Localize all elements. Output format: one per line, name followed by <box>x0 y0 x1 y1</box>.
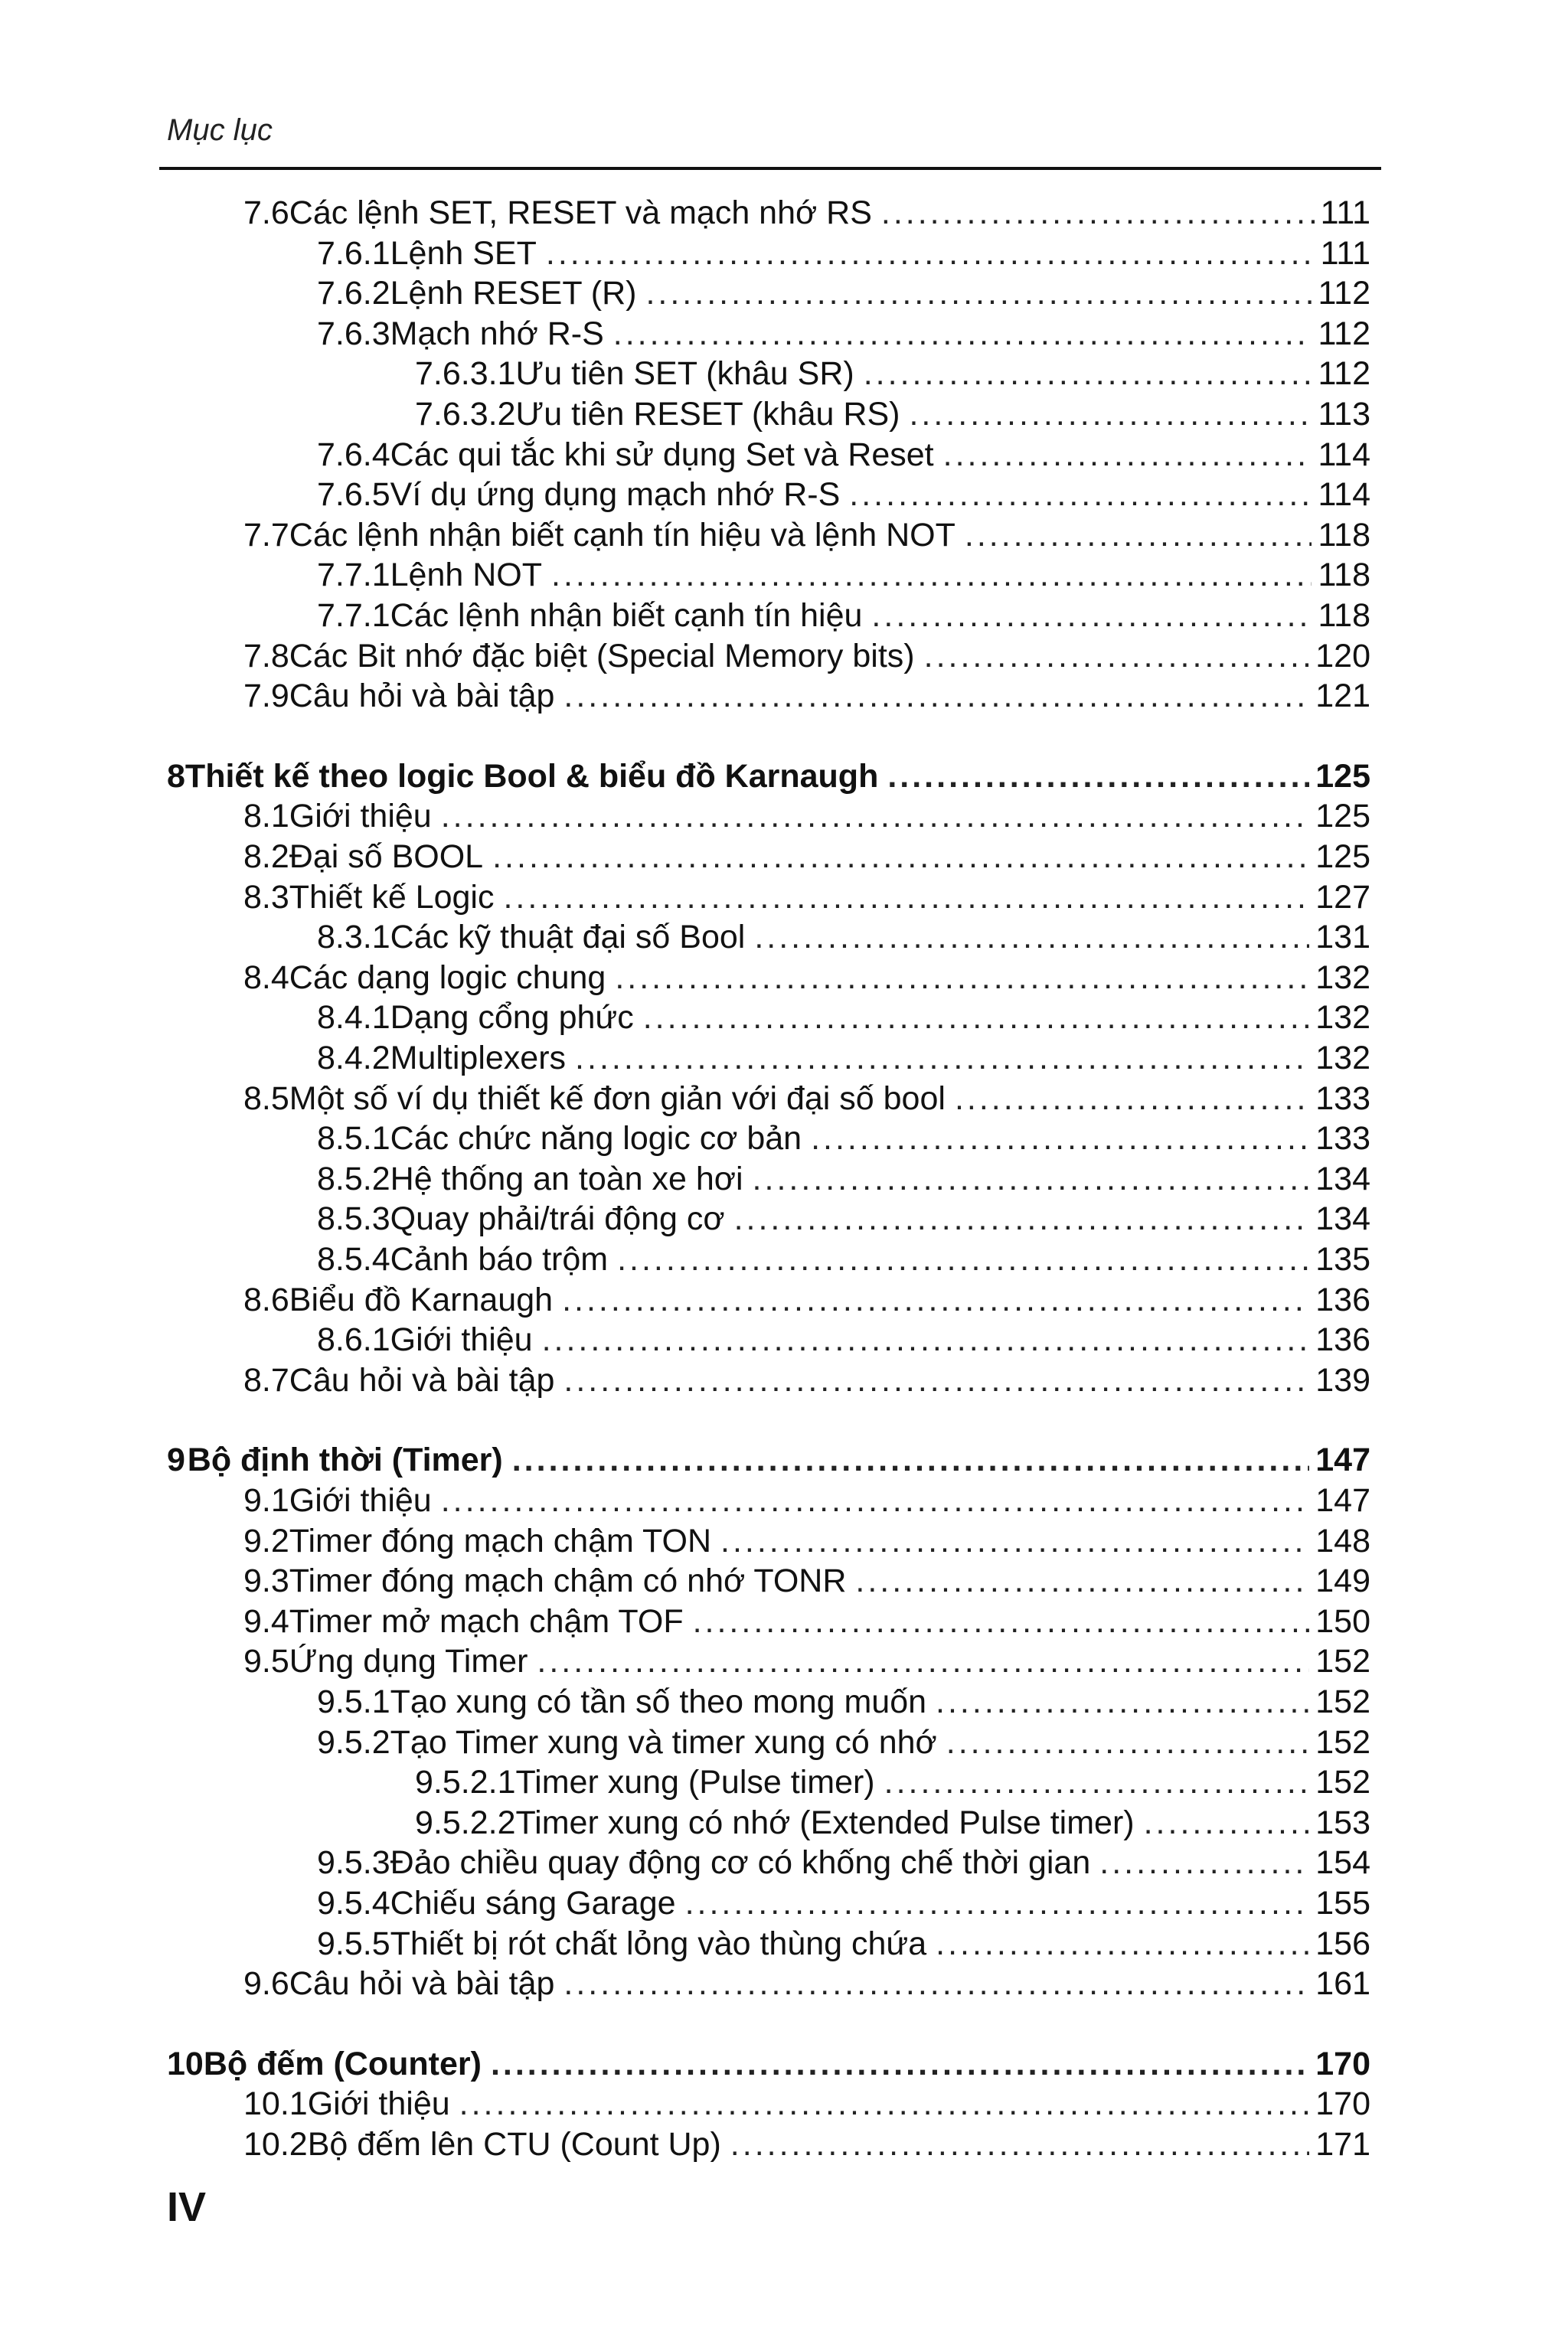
toc-number: 8.2 <box>243 838 289 875</box>
toc-number: 9.2 <box>243 1523 289 1559</box>
toc-title: Tạo xung có tần số theo mong muốn <box>390 1683 927 1720</box>
toc-page-number: 111 <box>1320 194 1370 231</box>
toc-title: Thiết kế theo logic Bool & biểu đồ Karnaugh <box>185 758 879 795</box>
toc-title: Cảnh báo trộm <box>390 1241 609 1278</box>
toc-number: 7.6.3.1 <box>415 355 516 392</box>
toc-number: 9.5.2 <box>317 1724 390 1761</box>
dot-leader <box>512 1440 1310 1480</box>
toc-number: 8.5.3 <box>317 1200 390 1237</box>
dot-leader <box>965 515 1312 555</box>
toc-page-number: 112 <box>1318 355 1370 392</box>
toc-entry <box>415 354 1370 394</box>
toc-number: 7.7.1 <box>317 557 390 593</box>
toc-number: 8.5.4 <box>317 1241 390 1278</box>
toc-entry <box>415 1803 1370 1843</box>
dot-leader <box>849 475 1312 514</box>
toc-number: 9.5.3 <box>317 1844 390 1881</box>
toc-page-number: 133 <box>1315 1080 1370 1117</box>
toc-title: Các lệnh nhận biết cạnh tín hiệu và lệnh NOT <box>289 517 956 554</box>
toc-entry <box>243 796 1370 836</box>
running-header: Mục lục <box>167 113 273 147</box>
toc-entry <box>317 233 1370 273</box>
toc-page-number: 136 <box>1315 1321 1370 1358</box>
toc-entry <box>243 676 1370 716</box>
toc-page-number: 147 <box>1315 1442 1370 1478</box>
toc-entry <box>243 2124 1370 2164</box>
toc-number: 9.1 <box>243 1482 289 1519</box>
toc-entry <box>317 1843 1370 1883</box>
toc-entry <box>317 1239 1370 1279</box>
dot-leader <box>730 2124 1309 2164</box>
toc-title: Multiplexers <box>390 1040 567 1076</box>
dot-leader <box>887 756 1309 796</box>
toc-title: Timer mở mạch chậm TOF <box>289 1603 684 1640</box>
dot-leader <box>459 2084 1310 2124</box>
toc-entry <box>243 1280 1370 1320</box>
toc-page-number: 150 <box>1315 1603 1370 1640</box>
toc-entry <box>243 1521 1370 1561</box>
dot-leader <box>936 1682 1309 1722</box>
dot-leader <box>564 1964 1309 2003</box>
toc-number: 8.5 <box>243 1080 289 1117</box>
toc-number: 9 <box>167 1442 185 1478</box>
toc-number: 10.2 <box>243 2126 308 2163</box>
toc-entry <box>243 1964 1370 2003</box>
toc-entry <box>317 1924 1370 1964</box>
toc-entry <box>317 1159 1370 1199</box>
header-rule <box>159 167 1381 170</box>
toc-number: 7.8 <box>243 638 289 674</box>
toc-page-number: 114 <box>1318 436 1370 473</box>
toc-entry <box>317 314 1370 354</box>
toc-number: 10.1 <box>243 2085 308 2122</box>
toc-number: 7.7 <box>243 517 289 554</box>
dot-leader <box>441 1481 1310 1520</box>
toc-title: Các qui tắc khi sử dụng Set và Reset <box>390 436 934 473</box>
toc-page-number: 133 <box>1315 1120 1370 1157</box>
dot-leader <box>1099 1843 1309 1883</box>
toc-chapter <box>167 1440 1370 1480</box>
toc-title: Giới thiệu <box>307 2085 450 2122</box>
toc-page-number: 170 <box>1315 2085 1370 2122</box>
toc-page-number: 139 <box>1315 1362 1370 1399</box>
dot-leader <box>753 1159 1310 1199</box>
toc-page-number: 114 <box>1318 476 1370 513</box>
toc-page-number: 147 <box>1315 1482 1370 1519</box>
toc-number: 9.5.2.1 <box>415 1764 516 1801</box>
toc-title: Timer xung có nhớ (Extended Pulse timer) <box>515 1804 1135 1841</box>
toc-entry <box>317 1320 1370 1360</box>
toc-entry <box>243 837 1370 877</box>
toc-title: Các lệnh SET, RESET và mạch nhớ RS <box>289 194 872 231</box>
toc-title: Đảo chiều quay động cơ có khống chế thời gian <box>390 1844 1091 1881</box>
toc-number: 7.7.1 <box>317 597 390 634</box>
toc-entry <box>243 515 1370 555</box>
toc-entry <box>243 1481 1370 1520</box>
toc-title: Thiết kế Logic <box>289 879 495 916</box>
toc-number: 7.6.4 <box>317 436 390 473</box>
toc-entry <box>243 1360 1370 1400</box>
page-number: IV <box>167 2184 207 2230</box>
toc-title: Giới thiệu <box>390 1321 533 1358</box>
toc-page-number: 153 <box>1315 1804 1370 1841</box>
dot-leader <box>537 1641 1309 1681</box>
toc-number: 8.4 <box>243 959 289 996</box>
toc-page-number: 152 <box>1315 1643 1370 1680</box>
toc-number: 8.1 <box>243 798 289 834</box>
toc-entry <box>415 1762 1370 1802</box>
dot-leader <box>562 1280 1309 1320</box>
toc-page-number: 111 <box>1320 235 1370 272</box>
toc-title: Giới thiệu <box>289 798 432 834</box>
dot-leader <box>754 917 1309 957</box>
toc-page-number: 125 <box>1315 798 1370 834</box>
toc-entry <box>243 193 1370 233</box>
toc-page-number: 132 <box>1315 1040 1370 1076</box>
toc-page-number: 152 <box>1315 1724 1370 1761</box>
dot-leader <box>575 1038 1309 1078</box>
toc-title: Câu hỏi và bài tập <box>289 1965 555 2002</box>
toc-number: 9.5.4 <box>317 1885 390 1922</box>
toc-page-number: 125 <box>1315 838 1370 875</box>
toc-number: 8.3 <box>243 879 289 916</box>
dot-leader <box>811 1118 1309 1158</box>
toc-entry <box>317 596 1370 635</box>
toc-page-number: 152 <box>1315 1764 1370 1801</box>
dot-leader <box>864 354 1312 394</box>
toc-page-number: 127 <box>1315 879 1370 916</box>
toc-title: Lệnh SET <box>390 235 537 272</box>
toc-page-number: 132 <box>1315 959 1370 996</box>
toc-entry <box>317 1883 1370 1923</box>
dot-leader <box>503 877 1309 917</box>
toc-page-number: 170 <box>1315 2046 1370 2082</box>
toc-page-number: 120 <box>1315 638 1370 674</box>
dot-leader <box>884 1762 1310 1802</box>
dot-leader <box>492 837 1309 877</box>
toc-page-number: 154 <box>1315 1844 1370 1881</box>
dot-leader <box>685 1883 1310 1923</box>
toc-title: Đại số BOOL <box>289 838 484 875</box>
toc-number: 8.4.1 <box>317 999 390 1036</box>
toc-number: 9.5.5 <box>317 1925 390 1962</box>
toc-title: Bộ đếm (Counter) <box>203 2046 482 2082</box>
toc-title: Câu hỏi và bài tập <box>289 1362 555 1399</box>
toc-number: 8.3.1 <box>317 919 390 955</box>
toc-title: Các Bit nhớ đặc biệt (Special Memory bits) <box>289 638 915 674</box>
toc-page-number: 118 <box>1318 597 1370 634</box>
toc-chapter <box>167 756 1370 796</box>
dot-leader <box>617 1239 1309 1279</box>
toc-title: Timer đóng mạch chậm TON <box>289 1523 712 1559</box>
dot-leader <box>734 1199 1310 1239</box>
toc-title: Câu hỏi và bài tập <box>289 678 555 714</box>
toc-title: Timer xung (Pulse timer) <box>515 1764 875 1801</box>
dot-leader <box>909 394 1312 434</box>
toc-page-number: 156 <box>1315 1925 1370 1962</box>
toc-entry <box>317 435 1370 475</box>
toc-number: 7.6.5 <box>317 476 390 513</box>
toc-title: Hệ thống an toàn xe hơi <box>390 1161 743 1197</box>
toc-title: Một số ví dụ thiết kế đơn giản với đại số bool <box>289 1080 946 1117</box>
toc-page-number: 121 <box>1315 678 1370 714</box>
dot-leader <box>955 1079 1309 1118</box>
toc-page-number: 161 <box>1315 1965 1370 2002</box>
dot-leader <box>936 1924 1309 1964</box>
toc-number: 9.5.2.2 <box>415 1804 516 1841</box>
dot-leader <box>855 1561 1309 1601</box>
toc-title: Ví dụ ứng dụng mạch nhớ R-S <box>390 476 841 513</box>
toc-title: Bộ định thời (Timer) <box>187 1442 503 1478</box>
dot-leader <box>564 1360 1309 1400</box>
toc-title: Chiếu sáng Garage <box>390 1885 676 1922</box>
toc-title: Thiết bị rót chất lỏng vào thùng chứa <box>390 1925 927 1962</box>
toc-entry <box>317 1118 1370 1158</box>
toc-title: Bộ đếm lên CTU (Count Up) <box>307 2126 721 2163</box>
dot-leader <box>441 796 1310 836</box>
toc-entry <box>243 636 1370 676</box>
dot-leader <box>881 193 1315 233</box>
toc-number: 8.5.2 <box>317 1161 390 1197</box>
toc-entry <box>243 1561 1370 1601</box>
toc-entry <box>243 1602 1370 1641</box>
dot-leader <box>943 435 1312 475</box>
dot-leader <box>1144 1803 1310 1843</box>
toc-page-number: 132 <box>1315 999 1370 1036</box>
toc-entry <box>317 555 1370 595</box>
toc-page-number: 112 <box>1318 315 1370 352</box>
toc-number: 9.4 <box>243 1603 289 1640</box>
toc-title: Lệnh RESET (R) <box>390 275 637 312</box>
toc-page-number: 131 <box>1315 919 1370 955</box>
dot-leader <box>693 1602 1310 1641</box>
toc-title: Quay phải/trái động cơ <box>390 1200 725 1237</box>
toc-entry <box>243 958 1370 998</box>
dot-leader <box>871 596 1312 635</box>
toc-title: Biểu đồ Karnaugh <box>289 1282 554 1318</box>
toc-title: Giới thiệu <box>289 1482 432 1519</box>
toc-number: 9.5 <box>243 1643 289 1680</box>
toc-page-number: 171 <box>1315 2126 1370 2163</box>
toc-entry <box>317 1199 1370 1239</box>
toc-number: 9.6 <box>243 1965 289 2002</box>
dot-leader <box>924 636 1310 676</box>
dot-leader <box>645 273 1312 313</box>
toc-page-number: 148 <box>1315 1523 1370 1559</box>
toc-title: Dạng cổng phức <box>390 999 634 1036</box>
toc-number: 8.6.1 <box>317 1321 390 1358</box>
toc-title: Ứng dụng Timer <box>289 1643 528 1680</box>
toc-title: Tạo Timer xung và timer xung có nhớ <box>390 1724 937 1761</box>
toc-number: 8 <box>167 758 185 795</box>
toc-title: Các kỹ thuật đại số Bool <box>390 919 746 955</box>
dot-leader <box>546 233 1315 273</box>
toc-title: Mạch nhớ R-S <box>390 315 604 352</box>
toc-number: 8.5.1 <box>317 1120 390 1157</box>
toc-title: Ưu tiên RESET (khâu RS) <box>515 396 900 433</box>
toc-number: 7.9 <box>243 678 289 714</box>
toc-page-number: 118 <box>1318 517 1370 554</box>
dot-leader <box>946 1723 1309 1762</box>
dot-leader <box>643 998 1310 1037</box>
toc-entry <box>243 877 1370 917</box>
dot-leader <box>613 314 1312 354</box>
dot-leader <box>615 958 1309 998</box>
toc-page-number: 118 <box>1318 557 1370 593</box>
toc-page-number: 155 <box>1315 1885 1370 1922</box>
toc-title: Các lệnh nhận biết cạnh tín hiệu <box>390 597 863 634</box>
dot-leader <box>551 555 1312 595</box>
toc-number: 8.7 <box>243 1362 289 1399</box>
toc-entry <box>317 1682 1370 1722</box>
toc-entry <box>317 1038 1370 1078</box>
dot-leader <box>564 676 1309 716</box>
toc-page-number: 112 <box>1318 275 1370 312</box>
toc-page-number: 134 <box>1315 1161 1370 1197</box>
toc-number: 7.6.3.2 <box>415 396 516 433</box>
toc-number: 8.6 <box>243 1282 289 1318</box>
toc-number: 10 <box>167 2046 204 2082</box>
toc-title: Lệnh NOT <box>390 557 543 593</box>
toc-entry <box>415 394 1370 434</box>
toc-page-number: 134 <box>1315 1200 1370 1237</box>
dot-leader <box>491 2044 1309 2084</box>
dot-leader <box>720 1521 1309 1561</box>
toc-chapter <box>167 2044 1370 2084</box>
toc-number: 9.3 <box>243 1563 289 1599</box>
toc-number: 9.5.1 <box>317 1683 390 1720</box>
toc-page-number: 135 <box>1315 1241 1370 1278</box>
toc-entry <box>317 273 1370 313</box>
toc-number: 7.6 <box>243 194 289 231</box>
toc-title: Timer đóng mạch chậm có nhớ TONR <box>289 1563 847 1599</box>
toc-number: 7.6.3 <box>317 315 390 352</box>
toc-entry <box>317 998 1370 1037</box>
toc-entry <box>317 917 1370 957</box>
toc-page-number: 152 <box>1315 1683 1370 1720</box>
toc-page-number: 113 <box>1318 396 1370 433</box>
toc-number: 7.6.1 <box>317 235 390 272</box>
toc-number: 7.6.2 <box>317 275 390 312</box>
toc-page-number: 125 <box>1315 758 1370 795</box>
toc-number: 8.4.2 <box>317 1040 390 1076</box>
dot-leader <box>542 1320 1310 1360</box>
toc-entry <box>317 1723 1370 1762</box>
toc-page-number: 149 <box>1315 1563 1370 1599</box>
toc-page-number: 136 <box>1315 1282 1370 1318</box>
toc-entry <box>243 1079 1370 1118</box>
toc-title: Các dạng logic chung <box>289 959 606 996</box>
toc-entry <box>317 475 1370 514</box>
toc-entry <box>243 2084 1370 2124</box>
toc-entry <box>243 1641 1370 1681</box>
toc-title: Các chức năng logic cơ bản <box>390 1120 802 1157</box>
toc-title: Ưu tiên SET (khâu SR) <box>515 355 854 392</box>
